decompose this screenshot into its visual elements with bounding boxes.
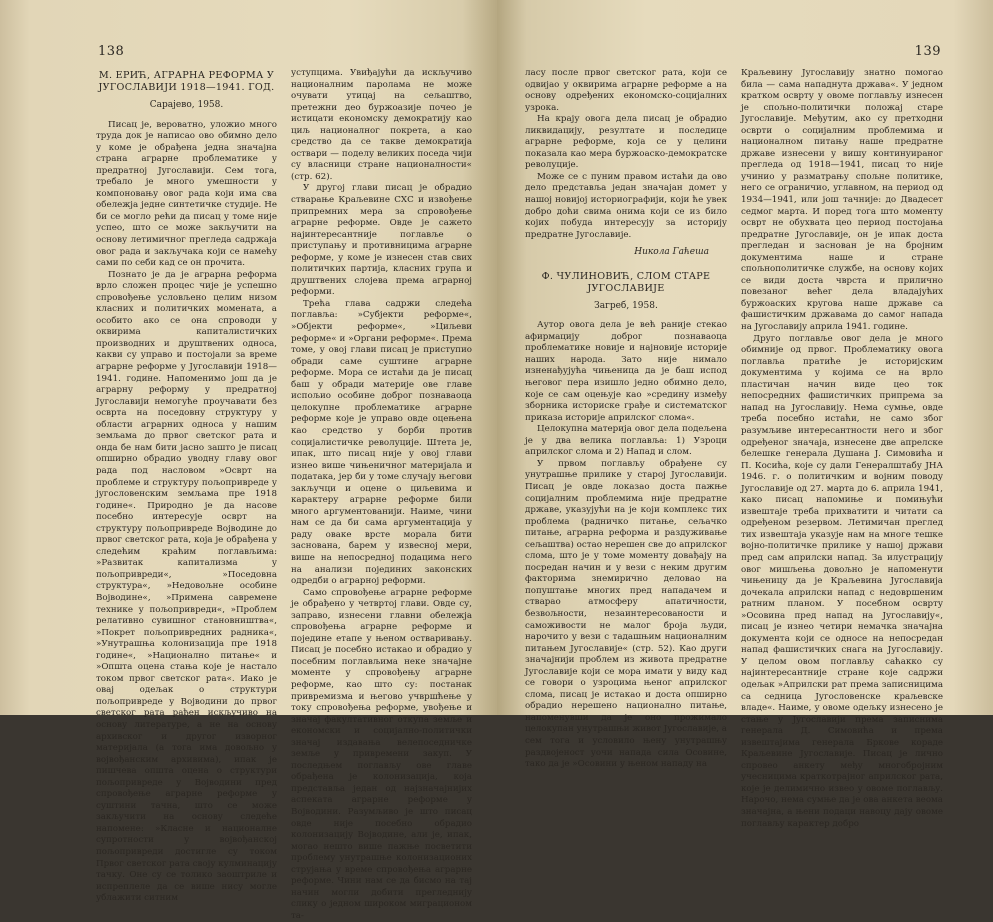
paragraph: На крају овога дела писац је обрадио ликвидацију, резултате и последице аграрне реформе, која се у целини показала као мера буржоаско-демократске револуције. xyxy=(525,114,727,171)
page-number-right: 139 xyxy=(914,44,941,59)
paragraph: Аутор овога дела је већ раније стекао афирмацију доброг познаваоца проблематике новије и најновије историје наших народа. Зато није нимало изненађујућа чињеница да је баш испод његовог пера изишло једно обимно дело, које се сам оцењује као »средину између зборника историске грађе и систематског приказа историје априлског слома«. xyxy=(525,320,727,423)
paragraph: Трећа глава садржи следећа поглавља: »Субјекти реформе«, »Објекти реформе«, »Циљеви реформе« и »Органи реформе«. Према томе, у овој глави писац је приступио обради саме суштине аграрне реформе. Мора се истаћи да је писац баш у обради материје ове главе испољио особине доброг познаваоца целокупне проблематике аграрне реформе које је управо овде оцењена као средство у борби против социјалистичке револуције. Штета је, ипак, што писац није у овој глави изнео више чињеничног материјала и података, јер би у томе случају његови закључци и оцене о циљевима и карактеру аграрне реформе били много аргументованији. Наиме, чини нам се да би сама аргументација у раду оваке врсте морала бити заснована, барем у извесној мери, више на непосредној подацима него на анализи појединих законских одредби о аграрној реформи. xyxy=(291,298,472,587)
right-column-2 xyxy=(741,68,943,830)
paragraph: Друго поглавље овог дела је много обимније од првог. Проблематику овога поглавља пратиће је историјским документима у којима се на врло пластичан начин виде цео ток непосредних фашистичких припрема за напад на Југославију. Нема сумње, овде треба посебно истаћи, не само због разумљиве интересантности него и због одређеног значаја, изнесене две апрелске белешке генерала Душана Ј. Симовића и П. Косића, које су дали Генералштабу ЈНА 1946. г. о политичким и војним поводу Југославије од 27. марта до 6. априла 1941, како писац напомиње и помињући извештаје треба прихватити и читати са одређеном резервом. Летимичан преглед тих извештаја указује нам на многе тешке војно-политичке прилике у нашој држави пред сам априлски напад. За илустрацију овог мишљења довољно је напоменути чињеницу да је Краљевина Југославија дочекала априлски напад с недовршеним ратним планом. У посебном осврту »Осовина пред напад на Југославију«, писац је изнео четири немачка значајна документа који се односе на непосредан напад фашистичких снага на Југославију. У целом овом поглављу саћакко су најинтересантније стране које садржи одељак »Априлски рат према записницима са седница Југословенске краљевске владе«. Наиме, у овоме одељку изнесено је стање у Југославији према записнима генерала Д. Симовића и према извештајима генерала Бркове кораде Краљевине Југославије. Писац је лично спровео анкету међу многобројним учесницима краткотрајног априлског рата, које је делимично извео у овоме поглављу. Нарочо, нема сумње да је ова анкета веома значајна, а њени подаци навоцу дају овоме поглављу карактер добро xyxy=(741,333,943,829)
review-place-1: Сарајево, 1958. xyxy=(149,100,224,110)
left-columns xyxy=(96,68,472,922)
paragraph: Познато је да је аграрна реформа врло сложен процес чије је успешно спровођење условљено целим низом класних и политичких момената, а особито ако се она спроводи у оквирима капиталистичких производних и друштвених односа, какви су управо и постојали за време аграрне реформе у Југославији 1918—1941. године. Напоменимо још да је аграрну реформу у предратној Југославији немогуће проучавати без осврта на поседовну структуру у области аграрних односа у нашим земљама до првог светског рата и онда бе нам бити јасно зашто је писац опширно обрадио уводну главу овог рада под насловом »Осврт на проблеме и структуру пољопривреде у југословенским земљама пре 1918 године«. Природно је да насове посебно интересује осврт на структуру пољопривреде Војводине до првог светског рата, која је обрађена у следећим краћим поглављима: »Развитак капитализма у пољопривреди«, »Поседовна структура«, »Недовољне особине Војводине«, »Примена савремене технике у пољопривреди«, »Проблем релативно сувишног становништва«, »Покрет пољопривредних радника«, »Унутрашња колонизација пре 1918 године«, »Национално питање« и »Општа оцена стања које је настало током првог светског рата«. Иако је овај одељак о структури пољопривреде у Војводини до првог светског рата рађен искључиво на основу литературе, а не на основу архивског и другог изворног материјала (а тога има довољно у војвођанским архивима), ипак је пишчева општа оцена о структури пољопривреде у Војводини пред спровођење аграрне реформе у суштини тачна, што се може закључити на основу следеће напомене: »Класне и националне супротности у војвођанској пољопривреди достигле су током Првог светског рата своју кулминацију тачку. Оне су се толико заоштриле и испреплеле да се више нису могле ублажити ситним xyxy=(96,269,277,904)
paragraph: У другој глави писац је обрадио стварање Краљевине СХС и извођење припремних мера за спровођење аграрне реформе. Овде је сажето најинтересантније поглавље о приступању и противницима аграрне реформе, у коме је изнесен став свих политичких партија, класних група и друштвених слојева према аграрној реформи. xyxy=(291,183,472,298)
review-title-1: М. ЕРИЋ, АГРАРНА РЕФОРМА У ЈУГОСЛАВИЈИ 1918—1941. ГОД. xyxy=(98,70,275,93)
paragraph: ласу после првог светског рата, који се одвијао у оквирима аграрне реформе а на основу одређених економско-социјалних узрока. xyxy=(525,68,727,113)
paragraph: Само спровођење аграрне реформе је обрађено у четвртој глави. Овде су, заправо, изнесени главни обележја спровођења аграрне реформе и поједине етапе у њеном остваривању. Писац је посебно истакао и обрадио у посебним поглављима неке значајне моменте у спровођењу аграрне реформе, као што су: постанак привремизма и његово учвршћење у току спровођења реформе, увођење и значај факултативног откупа земље и економски и социјално-политички значај издавања велепоседничке земље у привремени закуп. У последњем поглављу ове главе обрађена је колонизација, која представља један од најзначајнијих аспеката аграрне реформе у Војводини. Разумљиво је што писац овде није посебно обрадио колонизацију Војводине, али је, ипак, могао нешто више пажње посветити проблему унутрашње колонизационих струјања у време спровођења аграрне реформе. Чини нам се да бисмо на тај начин могли добити прегледнију слику о једном широком миграционом та- xyxy=(291,587,472,921)
left-column-1 xyxy=(96,68,277,922)
review-place-2: Загреб, 1958. xyxy=(594,300,658,311)
paragraph: Може се с пуним правом истаћи да ово дело представља један значајан домет у нашој новијој историографији, који ће увек добро доћи свима онима који се из било којих побуда интересују за историју предратне Југославије. xyxy=(525,171,727,240)
paragraph: У првом поглављу обрађене су унутрашње прилике у старој Југославији. Писац је овде локазао доста пажње социјалним проблемима није предратне државе, указујући на је који комплекс тих проблема (радничко питање, сељачко питање, аграрна реформа и раздуживање сељаштва) остао нерешен све до априлског слома, што је у томе моменту довађају на посредан начин и у вези с неким другим факторима знемирично деловао на попуштање многих пред нападачем и стварао атмосферу апатичности, безвољности, незаинтересованости и саможивости не малог броја људи, нарочито у вези с тадашњим националним питањем Југославије« (стр. 52). Као други значајнији проблем из живота предратне Југославије који се мора имати у виду кад се говори о узроцима њеног априлског слома, писац је истакао и доста опширно обрадио нерешено национално питање, напоменувши да је оно прожимало целокупан унутрашњи живот Југославије, а сем тога и условило њену унутрашњу раздвојеност уочи напада сила Осовине, тако да је »Осовини у њеном нападу на xyxy=(525,458,728,770)
review-title-2: Ф. ЧУЛИНОВИЋ, СЛОМ СТАРЕ ЈУГОСЛАВИЈЕ xyxy=(541,270,711,294)
left-column-2 xyxy=(291,68,472,922)
paragraph: Целокупна материја овог дела подељена је у два велика поглавља: 1) Узроци априлског слома и 2) Напад и слом. xyxy=(525,424,727,458)
reviewer-signature: Никола Гаћеша xyxy=(634,247,709,258)
paragraph: Писац је, вероватно, уложио много труда док је написао ово обимно дело у коме је обрађена једна значајна страна аграрне проблематике у предратној Југославији. Сем тога, требало је много умешности у компоновању овог рада који има сва обележја једне синтетичке студије. Не би се могло рећи да писац у томе није успео, што се може закључити на основу летимичног прегледа садржаја овог рада и закључака који се намећу сами по себи кад се он прочита. xyxy=(96,119,277,269)
right-page xyxy=(497,0,993,829)
right-column-1 xyxy=(525,68,727,830)
right-columns xyxy=(525,68,943,830)
paragraph: Краљевину Југославију знатно помогао била — сама нападнута држава«. У једном кратком осврту у овоме поглављу изнесен је спољно-политички положај старе Југославије. Међутим, ако су претходни осврти о социјалним проблемима и националном питању наше предратне државе изнесени у вишу континуираног прегледа од 1918—1941, писац то није учинио у разматрању спољне политике, него се ограничио, углавном, на период од 1934—1941, или још тачније: до Двадесет седмог марта. И поред тога што моменту осврт не обухвата цео период постојања предратне Југославије, он је ипак доста прегледан и заснован је на бројним документима наше и стране спољнополитичке службе, на основу којих се види доста чврста и прилично повезаног већег дела владајућих буржоаских кругова наше државе са фашистичким државама до самог напада на Југославију априла 1941. године. xyxy=(741,68,943,333)
left-page xyxy=(0,0,497,921)
page-number-left: 138 xyxy=(98,44,125,59)
paragraph: уступцима. Увиђајући да искључиво националним паролама не може очувати утицај на сељаштво, претежни део буржоазије почео је истицати економску демократију као циљ националног покрета, а као средство да се такве демократија оствари — поделу великих поседа чији су власници стране националности« (стр. 62). xyxy=(291,68,472,182)
